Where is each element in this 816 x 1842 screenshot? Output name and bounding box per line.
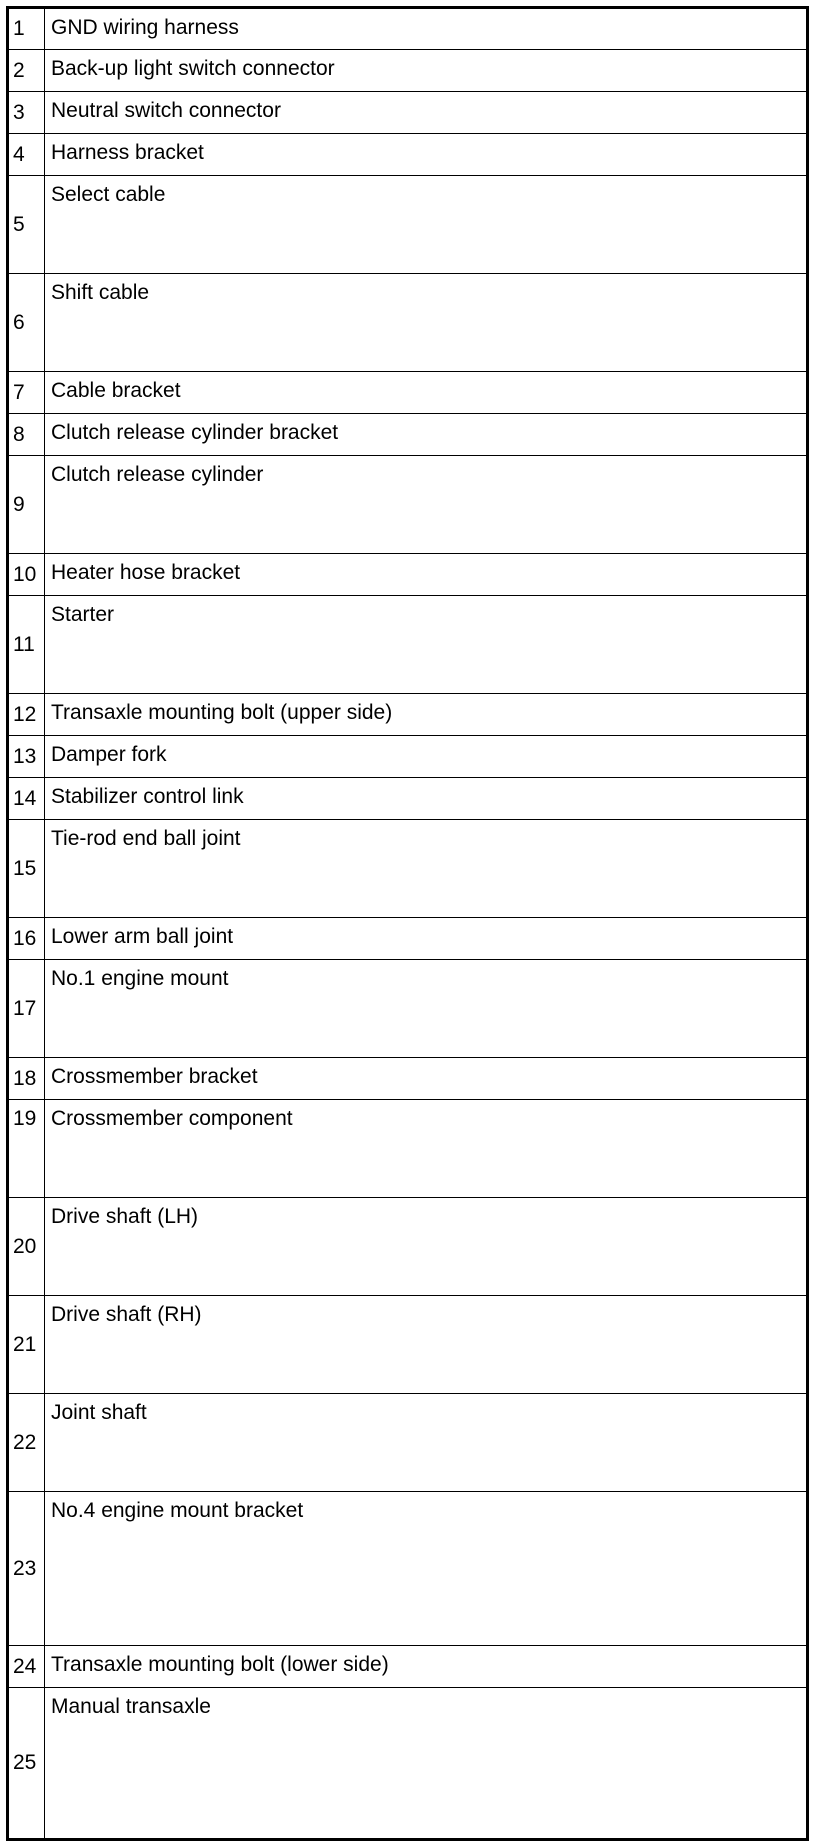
- part-number: 16: [8, 918, 45, 960]
- part-number: 24: [8, 1646, 45, 1688]
- table-row: [8, 1646, 808, 1688]
- part-number: 23: [8, 1492, 45, 1646]
- table-row: [8, 414, 808, 456]
- table-row: [8, 1198, 808, 1296]
- table-row: [8, 596, 808, 694]
- part-description: Manual transaxle: [45, 1688, 808, 1840]
- part-description: Joint shaft: [45, 1394, 808, 1492]
- part-number: 5: [8, 176, 45, 274]
- part-description: No.1 engine mount: [45, 960, 808, 1058]
- part-number: 20: [8, 1198, 45, 1296]
- part-description: Lower arm ball joint: [45, 918, 808, 960]
- part-description: Heater hose bracket: [45, 554, 808, 596]
- table-row: [8, 92, 808, 134]
- part-number: 21: [8, 1296, 45, 1394]
- part-description: Back-up light switch connector: [45, 50, 808, 92]
- table-row: [8, 554, 808, 596]
- part-description: Transaxle mounting bolt (lower side): [45, 1646, 808, 1688]
- part-number: 10: [8, 554, 45, 596]
- parts-table-body: [8, 8, 808, 1840]
- part-description: Harness bracket: [45, 134, 808, 176]
- part-number: 2: [8, 50, 45, 92]
- part-number: 7: [8, 372, 45, 414]
- part-description: GND wiring harness: [45, 8, 808, 50]
- part-number: 15: [8, 820, 45, 918]
- part-number: 19: [8, 1100, 45, 1198]
- table-row: [8, 820, 808, 918]
- part-number: 18: [8, 1058, 45, 1100]
- part-description: Starter: [45, 596, 808, 694]
- part-number: 12: [8, 694, 45, 736]
- part-number: 22: [8, 1394, 45, 1492]
- part-number: 3: [8, 92, 45, 134]
- part-number: 17: [8, 960, 45, 1058]
- table-row: [8, 1058, 808, 1100]
- part-description: Crossmember bracket: [45, 1058, 808, 1100]
- part-description: Select cable: [45, 176, 808, 274]
- part-number: 4: [8, 134, 45, 176]
- part-number: 6: [8, 274, 45, 372]
- table-row: [8, 1492, 808, 1646]
- part-description: Drive shaft (RH): [45, 1296, 808, 1394]
- table-row: [8, 960, 808, 1058]
- part-description: Damper fork: [45, 736, 808, 778]
- part-description: Cable bracket: [45, 372, 808, 414]
- part-description: Drive shaft (LH): [45, 1198, 808, 1296]
- part-number: 25: [8, 1688, 45, 1840]
- part-number: 8: [8, 414, 45, 456]
- part-number: 1: [8, 8, 45, 50]
- part-number: 13: [8, 736, 45, 778]
- table-row: [8, 1296, 808, 1394]
- part-number: 11: [8, 596, 45, 694]
- part-description: Clutch release cylinder: [45, 456, 808, 554]
- table-row: [8, 456, 808, 554]
- table-row: [8, 736, 808, 778]
- part-number: 9: [8, 456, 45, 554]
- part-description: Clutch release cylinder bracket: [45, 414, 808, 456]
- table-row: [8, 134, 808, 176]
- table-row: [8, 1394, 808, 1492]
- table-row: [8, 778, 808, 820]
- part-description: Stabilizer control link: [45, 778, 808, 820]
- part-description: Transaxle mounting bolt (upper side): [45, 694, 808, 736]
- part-description: Crossmember component: [45, 1100, 808, 1198]
- table-row: [8, 918, 808, 960]
- part-description: Shift cable: [45, 274, 808, 372]
- table-row: [8, 372, 808, 414]
- part-description: No.4 engine mount bracket: [45, 1492, 808, 1646]
- table-row: [8, 50, 808, 92]
- part-description: Neutral switch connector: [45, 92, 808, 134]
- table-row: [8, 274, 808, 372]
- part-number: 14: [8, 778, 45, 820]
- part-description: Tie-rod end ball joint: [45, 820, 808, 918]
- table-row: [8, 8, 808, 50]
- table-row: [8, 176, 808, 274]
- table-row: [8, 1100, 808, 1198]
- table-row: [8, 694, 808, 736]
- table-row: [8, 1688, 808, 1840]
- parts-table: [6, 6, 809, 1841]
